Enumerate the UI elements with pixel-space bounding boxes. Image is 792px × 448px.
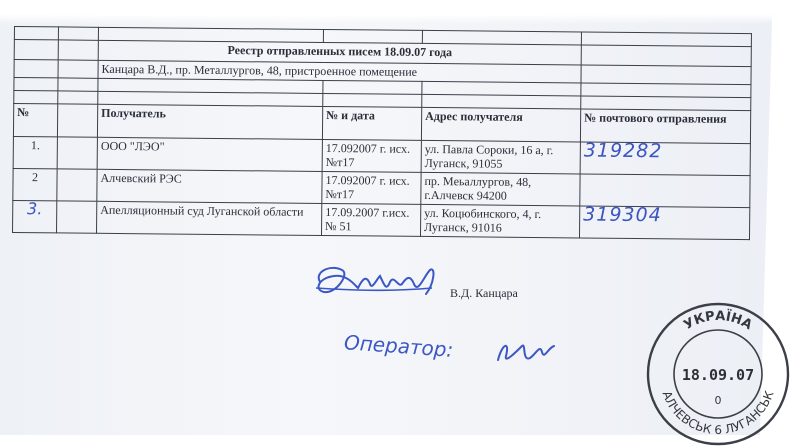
header-recipient: Получатель xyxy=(97,104,322,139)
row-recipient: Алчевский РЭС xyxy=(97,169,322,203)
stamp-date: 18.09.07 xyxy=(681,366,755,384)
row-recipient: Апелляционный суд Луганской области xyxy=(97,201,322,235)
header-address: Адрес получателя xyxy=(421,107,580,142)
row-number-date: 17.09.2007 г.исх. № 51 xyxy=(322,203,421,236)
signatory-name: В.Д. Канцара xyxy=(450,286,518,300)
register-table xyxy=(12,26,752,240)
header-postal-no: № почтового отправления xyxy=(580,109,750,144)
postal-stamp xyxy=(644,300,792,448)
row-number-date: 17.092007 г. исх. №т17 xyxy=(322,139,421,172)
row-address: ул. Павла Сороки, 16 а, г. Луганск, 91055 xyxy=(421,140,580,174)
operator-initials-scribble xyxy=(492,334,562,370)
row-address: ул. Коцюбинского, 4, г. Луганск, 91016 xyxy=(420,204,579,238)
header-number-date: № и дата xyxy=(322,106,421,140)
row-number-date: 17.092007 г. исх. №т17 xyxy=(322,171,421,204)
row-postal-no-handwritten: 319304 xyxy=(579,206,749,240)
table-row xyxy=(13,200,750,239)
row-postal-no xyxy=(580,174,750,208)
sender-info: Канцара В.Д., пр. Металлургов, 48, пристроенное помещение xyxy=(98,60,581,83)
stamp-bottom-text: АЛЧЕВСЬК 6 ЛУГАНСЬК xyxy=(659,388,777,437)
row-address: пр. Мeьаллургов, 48, г.Алчевск 94200 xyxy=(421,172,580,206)
stamp-top-text: УКРАЇНА xyxy=(681,308,755,334)
row-recipient: ООО "ЛЭО" xyxy=(97,137,322,171)
register-title: Реестр отправленных писем 18.09.07 года xyxy=(98,40,581,65)
row-postal-no-handwritten: 319282 xyxy=(580,142,750,176)
row-num-handwritten: 3. xyxy=(13,200,57,232)
row-num: 1. xyxy=(13,136,57,168)
signature-scribble xyxy=(306,254,566,314)
row-num: 2 xyxy=(13,168,57,200)
header-num: № xyxy=(13,104,57,137)
page-top-margin xyxy=(0,0,772,24)
operator-note-handwritten: Оператор: xyxy=(343,330,455,362)
stamp-office: 0 xyxy=(714,394,722,407)
